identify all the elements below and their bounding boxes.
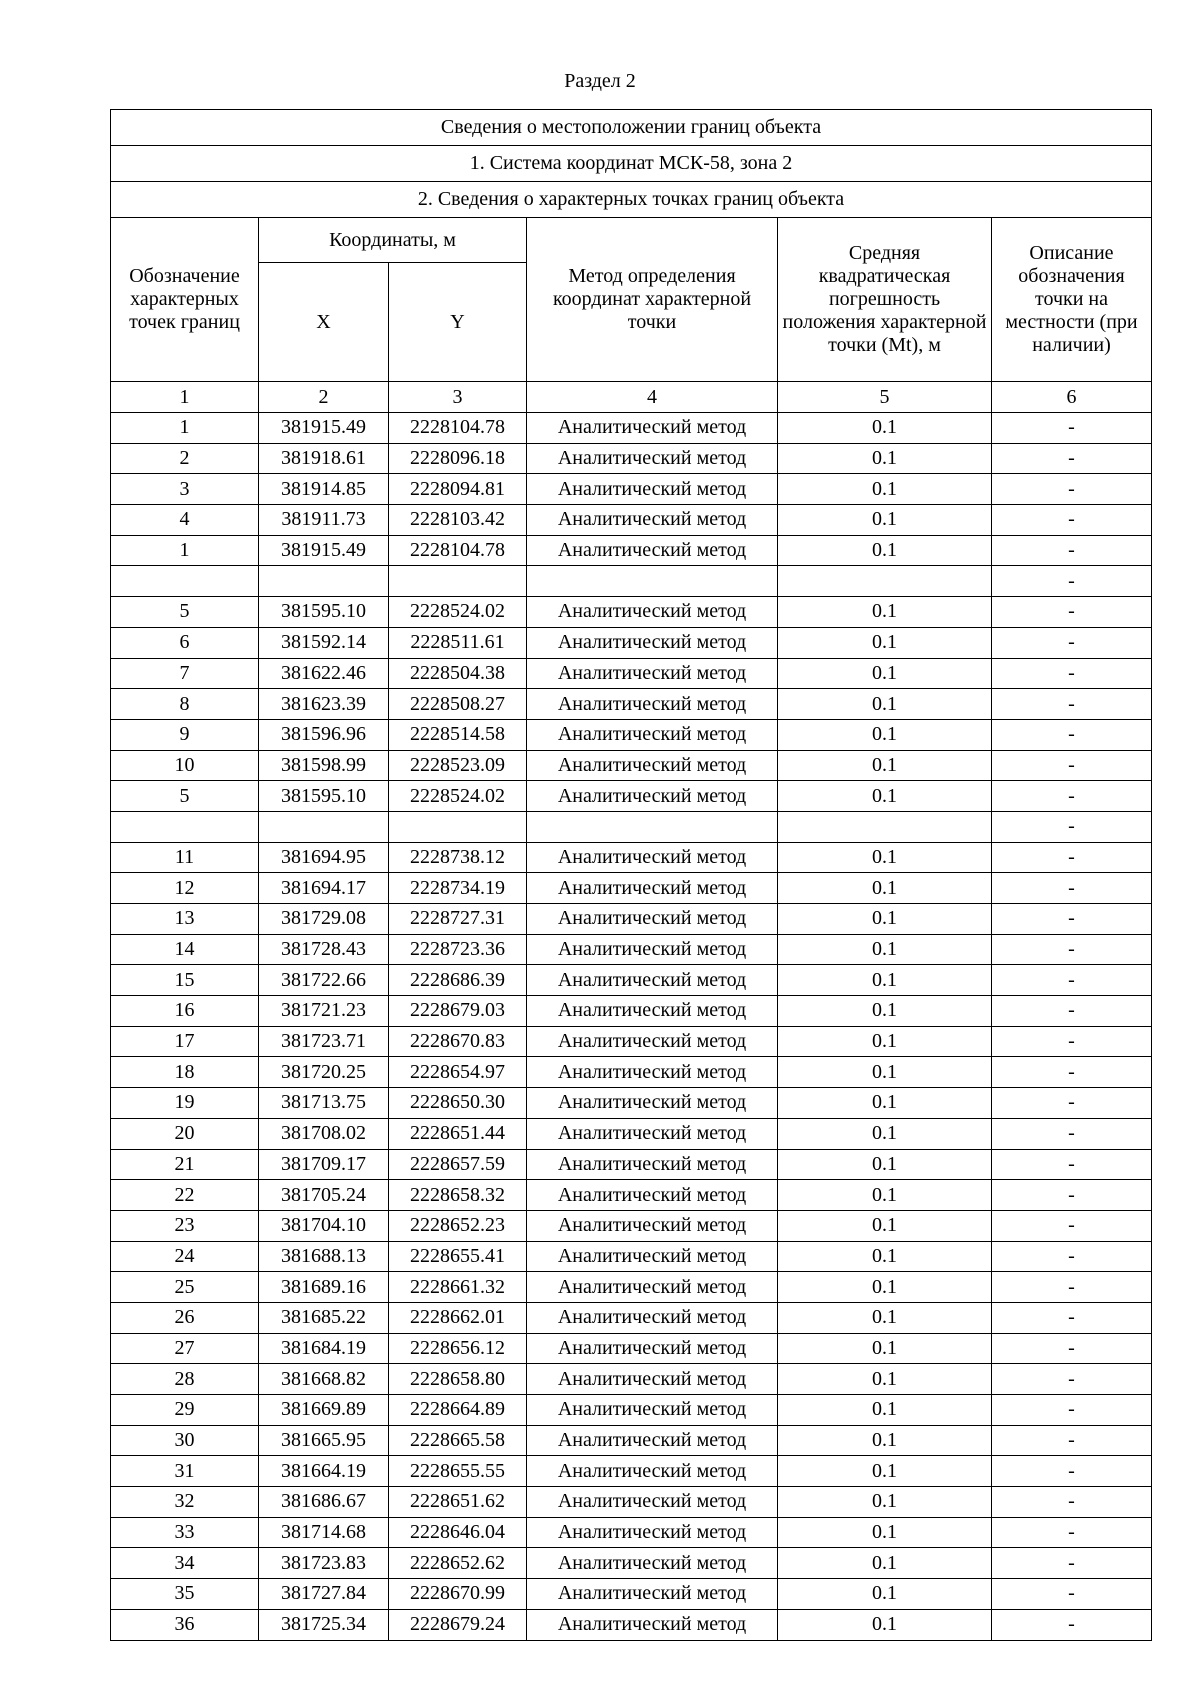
error-cell: 0.1: [778, 873, 992, 904]
column-number: 5: [778, 382, 992, 413]
error-cell: 0.1: [778, 1272, 992, 1303]
method-cell: Аналитический метод: [527, 1609, 778, 1640]
method-cell: Аналитический метод: [527, 658, 778, 689]
error-cell: 0.1: [778, 658, 992, 689]
y-coordinate-cell: 2228651.62: [389, 1487, 527, 1518]
y-coordinate-cell: [389, 811, 527, 842]
point-number-cell: [111, 566, 259, 597]
method-cell: Аналитический метод: [527, 1057, 778, 1088]
x-coordinate-cell: 381914.85: [259, 474, 389, 505]
method-cell: Аналитический метод: [527, 1333, 778, 1364]
point-number-cell: 30: [111, 1425, 259, 1456]
description-cell: -: [992, 1487, 1152, 1518]
point-number-cell: 5: [111, 597, 259, 628]
method-cell: Аналитический метод: [527, 1180, 778, 1211]
description-cell: -: [992, 1302, 1152, 1333]
error-cell: 0.1: [778, 1579, 992, 1610]
description-cell: -: [992, 996, 1152, 1027]
description-cell: -: [992, 934, 1152, 965]
error-cell: 0.1: [778, 1057, 992, 1088]
description-cell: -: [992, 505, 1152, 536]
header-x: X: [259, 263, 389, 382]
description-cell: -: [992, 1272, 1152, 1303]
column-number: 6: [992, 382, 1152, 413]
description-cell: -: [992, 1548, 1152, 1579]
error-cell: 0.1: [778, 1118, 992, 1149]
point-number-cell: 15: [111, 965, 259, 996]
description-cell: -: [992, 719, 1152, 750]
method-cell: Аналитический метод: [527, 1456, 778, 1487]
error-cell: 0.1: [778, 934, 992, 965]
description-cell: -: [992, 443, 1152, 474]
description-cell: -: [992, 474, 1152, 505]
table-row: [111, 1456, 1152, 1487]
y-coordinate-cell: 2228657.59: [389, 1149, 527, 1180]
table-row: [111, 996, 1152, 1027]
x-coordinate-cell: 381708.02: [259, 1118, 389, 1149]
error-cell: 0.1: [778, 1456, 992, 1487]
point-number-cell: 24: [111, 1241, 259, 1272]
y-coordinate-cell: 2228104.78: [389, 413, 527, 444]
y-coordinate-cell: 2228670.83: [389, 1026, 527, 1057]
y-coordinate-cell: 2228665.58: [389, 1425, 527, 1456]
description-cell: -: [992, 658, 1152, 689]
point-number-cell: 11: [111, 842, 259, 873]
description-cell: -: [992, 566, 1152, 597]
error-cell: 0.1: [778, 535, 992, 566]
table-row: [111, 1057, 1152, 1088]
x-coordinate-cell: 381728.43: [259, 934, 389, 965]
x-coordinate-cell: 381709.17: [259, 1149, 389, 1180]
x-coordinate-cell: 381623.39: [259, 689, 389, 720]
coordinates-table: [110, 109, 1152, 1641]
table-row: [111, 535, 1152, 566]
x-coordinate-cell: 381713.75: [259, 1088, 389, 1119]
method-cell: Аналитический метод: [527, 719, 778, 750]
method-cell: Аналитический метод: [527, 934, 778, 965]
error-cell: 0.1: [778, 1364, 992, 1395]
error-cell: 0.1: [778, 965, 992, 996]
header-y: Y: [389, 263, 527, 382]
point-number-cell: 2: [111, 443, 259, 474]
table-row: [111, 1425, 1152, 1456]
point-number-cell: 33: [111, 1517, 259, 1548]
column-number: 2: [259, 382, 389, 413]
table-row: [111, 689, 1152, 720]
description-cell: -: [992, 1210, 1152, 1241]
table-row: [111, 781, 1152, 812]
point-number-cell: 6: [111, 627, 259, 658]
table-row: [111, 1517, 1152, 1548]
description-cell: -: [992, 1609, 1152, 1640]
method-cell: Аналитический метод: [527, 1487, 778, 1518]
method-cell: Аналитический метод: [527, 689, 778, 720]
method-cell: Аналитический метод: [527, 1210, 778, 1241]
y-coordinate-cell: 2228652.23: [389, 1210, 527, 1241]
description-cell: -: [992, 965, 1152, 996]
table-row: [111, 1118, 1152, 1149]
header-description: Описание обозначения точки на местности (при наличии): [992, 218, 1152, 382]
method-cell: Аналитический метод: [527, 1548, 778, 1579]
method-cell: Аналитический метод: [527, 413, 778, 444]
x-coordinate-cell: 381595.10: [259, 597, 389, 628]
error-cell: 0.1: [778, 1180, 992, 1211]
error-cell: 0.1: [778, 1026, 992, 1057]
table-row: [111, 1302, 1152, 1333]
y-coordinate-cell: 2228656.12: [389, 1333, 527, 1364]
method-cell: Аналитический метод: [527, 505, 778, 536]
point-number-cell: 21: [111, 1149, 259, 1180]
y-coordinate-cell: 2228662.01: [389, 1302, 527, 1333]
x-coordinate-cell: [259, 566, 389, 597]
description-cell: -: [992, 1088, 1152, 1119]
description-cell: -: [992, 1118, 1152, 1149]
x-coordinate-cell: 381686.67: [259, 1487, 389, 1518]
method-cell: Аналитический метод: [527, 1088, 778, 1119]
x-coordinate-cell: 381592.14: [259, 627, 389, 658]
point-number-cell: 28: [111, 1364, 259, 1395]
point-number-cell: 32: [111, 1487, 259, 1518]
point-number-cell: [111, 811, 259, 842]
x-coordinate-cell: 381911.73: [259, 505, 389, 536]
x-coordinate-cell: 381704.10: [259, 1210, 389, 1241]
error-cell: 0.1: [778, 1302, 992, 1333]
method-cell: Аналитический метод: [527, 1118, 778, 1149]
error-cell: 0.1: [778, 1487, 992, 1518]
x-coordinate-cell: 381622.46: [259, 658, 389, 689]
column-numbers-row: [111, 382, 1152, 413]
y-coordinate-cell: 2228679.03: [389, 996, 527, 1027]
y-coordinate-cell: 2228096.18: [389, 443, 527, 474]
y-coordinate-cell: 2228654.97: [389, 1057, 527, 1088]
y-coordinate-cell: 2228655.55: [389, 1456, 527, 1487]
table-row: [111, 1241, 1152, 1272]
table-row: [111, 965, 1152, 996]
table-row: [111, 1149, 1152, 1180]
method-cell: Аналитический метод: [527, 1517, 778, 1548]
table-row: [111, 1333, 1152, 1364]
description-cell: -: [992, 750, 1152, 781]
method-cell: Аналитический метод: [527, 842, 778, 873]
description-cell: -: [992, 1333, 1152, 1364]
x-coordinate-cell: 381688.13: [259, 1241, 389, 1272]
table-row: [111, 1272, 1152, 1303]
method-cell: Аналитический метод: [527, 1026, 778, 1057]
point-number-cell: 8: [111, 689, 259, 720]
table-row: [111, 1487, 1152, 1518]
error-cell: 0.1: [778, 1517, 992, 1548]
y-coordinate-cell: 2228679.24: [389, 1609, 527, 1640]
table-row: [111, 658, 1152, 689]
y-coordinate-cell: 2228504.38: [389, 658, 527, 689]
x-coordinate-cell: 381694.17: [259, 873, 389, 904]
y-coordinate-cell: 2228094.81: [389, 474, 527, 505]
method-cell: Аналитический метод: [527, 1579, 778, 1610]
y-coordinate-cell: 2228686.39: [389, 965, 527, 996]
x-coordinate-cell: 381915.49: [259, 413, 389, 444]
point-number-cell: 29: [111, 1395, 259, 1426]
method-cell: Аналитический метод: [527, 474, 778, 505]
description-cell: -: [992, 689, 1152, 720]
table-row: [111, 1364, 1152, 1395]
y-coordinate-cell: 2228738.12: [389, 842, 527, 873]
x-coordinate-cell: 381664.19: [259, 1456, 389, 1487]
error-cell: 0.1: [778, 1395, 992, 1426]
table-row: [111, 750, 1152, 781]
error-cell: 0.1: [778, 689, 992, 720]
table-row: [111, 1180, 1152, 1211]
y-coordinate-cell: 2228670.99: [389, 1579, 527, 1610]
y-coordinate-cell: 2228723.36: [389, 934, 527, 965]
point-number-cell: 31: [111, 1456, 259, 1487]
description-cell: -: [992, 811, 1152, 842]
method-cell: [527, 811, 778, 842]
method-cell: Аналитический метод: [527, 1272, 778, 1303]
x-coordinate-cell: 381595.10: [259, 781, 389, 812]
y-coordinate-cell: 2228652.62: [389, 1548, 527, 1579]
x-coordinate-cell: 381685.22: [259, 1302, 389, 1333]
method-cell: Аналитический метод: [527, 750, 778, 781]
section-title: Раздел 2: [564, 70, 636, 92]
method-cell: Аналитический метод: [527, 996, 778, 1027]
table-row: [111, 474, 1152, 505]
point-number-cell: 36: [111, 1609, 259, 1640]
error-cell: 0.1: [778, 413, 992, 444]
point-number-cell: 5: [111, 781, 259, 812]
method-cell: Аналитический метод: [527, 1425, 778, 1456]
point-number-cell: 4: [111, 505, 259, 536]
point-number-cell: 14: [111, 934, 259, 965]
error-cell: 0.1: [778, 1425, 992, 1456]
y-coordinate-cell: 2228646.04: [389, 1517, 527, 1548]
description-cell: -: [992, 781, 1152, 812]
points-title: 2. Сведения о характерных точках границ объекта: [111, 182, 1152, 218]
table-row: [111, 413, 1152, 444]
error-cell: [778, 811, 992, 842]
column-number: 4: [527, 382, 778, 413]
method-cell: Аналитический метод: [527, 535, 778, 566]
table-row: [111, 811, 1152, 842]
method-cell: Аналитический метод: [527, 965, 778, 996]
method-cell: Аналитический метод: [527, 1302, 778, 1333]
table-title: Сведения о местоположении границ объекта: [111, 110, 1152, 146]
description-cell: -: [992, 1425, 1152, 1456]
point-number-cell: 34: [111, 1548, 259, 1579]
description-cell: -: [992, 1026, 1152, 1057]
description-cell: -: [992, 413, 1152, 444]
error-cell: 0.1: [778, 1548, 992, 1579]
point-number-cell: 18: [111, 1057, 259, 1088]
error-cell: 0.1: [778, 719, 992, 750]
y-coordinate-cell: [389, 566, 527, 597]
x-coordinate-cell: 381720.25: [259, 1057, 389, 1088]
description-cell: -: [992, 1579, 1152, 1610]
error-cell: 0.1: [778, 1210, 992, 1241]
error-cell: 0.1: [778, 1333, 992, 1364]
point-number-cell: 22: [111, 1180, 259, 1211]
point-number-cell: 16: [111, 996, 259, 1027]
x-coordinate-cell: 381689.16: [259, 1272, 389, 1303]
header-coordinates: Координаты, м: [259, 218, 527, 263]
method-cell: Аналитический метод: [527, 627, 778, 658]
x-coordinate-cell: 381668.82: [259, 1364, 389, 1395]
error-cell: 0.1: [778, 443, 992, 474]
description-cell: -: [992, 597, 1152, 628]
description-cell: -: [992, 1241, 1152, 1272]
point-number-cell: 1: [111, 413, 259, 444]
x-coordinate-cell: 381721.23: [259, 996, 389, 1027]
point-number-cell: 7: [111, 658, 259, 689]
table-row: [111, 873, 1152, 904]
y-coordinate-cell: 2228655.41: [389, 1241, 527, 1272]
method-cell: Аналитический метод: [527, 443, 778, 474]
y-coordinate-cell: 2228651.44: [389, 1118, 527, 1149]
y-coordinate-cell: 2228658.80: [389, 1364, 527, 1395]
coord-system: 1. Система координат МСК-58, зона 2: [111, 146, 1152, 182]
x-coordinate-cell: 381705.24: [259, 1180, 389, 1211]
header-method: Метод определения координат характерной точки: [527, 218, 778, 382]
description-cell: -: [992, 1180, 1152, 1211]
point-number-cell: 25: [111, 1272, 259, 1303]
point-number-cell: 13: [111, 904, 259, 935]
x-coordinate-cell: 381714.68: [259, 1517, 389, 1548]
table-row: [111, 1579, 1152, 1610]
method-cell: Аналитический метод: [527, 873, 778, 904]
point-number-cell: 12: [111, 873, 259, 904]
error-cell: 0.1: [778, 1088, 992, 1119]
y-coordinate-cell: 2228664.89: [389, 1395, 527, 1426]
error-cell: [778, 566, 992, 597]
method-cell: Аналитический метод: [527, 781, 778, 812]
error-cell: 0.1: [778, 904, 992, 935]
header-point-designation: Обозначение характерных точек границ: [111, 218, 259, 382]
y-coordinate-cell: 2228104.78: [389, 535, 527, 566]
point-number-cell: 23: [111, 1210, 259, 1241]
x-coordinate-cell: 381722.66: [259, 965, 389, 996]
x-coordinate-cell: 381723.83: [259, 1548, 389, 1579]
description-cell: -: [992, 904, 1152, 935]
x-coordinate-cell: 381665.95: [259, 1425, 389, 1456]
x-coordinate-cell: 381915.49: [259, 535, 389, 566]
error-cell: 0.1: [778, 750, 992, 781]
y-coordinate-cell: 2228103.42: [389, 505, 527, 536]
error-cell: 0.1: [778, 1241, 992, 1272]
method-cell: [527, 566, 778, 597]
x-coordinate-cell: 381725.34: [259, 1609, 389, 1640]
description-cell: -: [992, 1456, 1152, 1487]
x-coordinate-cell: 381727.84: [259, 1579, 389, 1610]
table-row: [111, 443, 1152, 474]
error-cell: 0.1: [778, 781, 992, 812]
y-coordinate-cell: 2228524.02: [389, 597, 527, 628]
table-row: [111, 1395, 1152, 1426]
point-number-cell: 19: [111, 1088, 259, 1119]
y-coordinate-cell: 2228524.02: [389, 781, 527, 812]
error-cell: 0.1: [778, 1609, 992, 1640]
error-cell: 0.1: [778, 505, 992, 536]
table-row: [111, 842, 1152, 873]
table-row: [111, 1548, 1152, 1579]
y-coordinate-cell: 2228511.61: [389, 627, 527, 658]
y-coordinate-cell: 2228727.31: [389, 904, 527, 935]
description-cell: -: [992, 1395, 1152, 1426]
description-cell: -: [992, 627, 1152, 658]
method-cell: Аналитический метод: [527, 1149, 778, 1180]
y-coordinate-cell: 2228734.19: [389, 873, 527, 904]
y-coordinate-cell: 2228514.58: [389, 719, 527, 750]
point-number-cell: 26: [111, 1302, 259, 1333]
x-coordinate-cell: 381596.96: [259, 719, 389, 750]
table-row: [111, 627, 1152, 658]
description-cell: -: [992, 1517, 1152, 1548]
point-number-cell: 35: [111, 1579, 259, 1610]
error-cell: 0.1: [778, 474, 992, 505]
method-cell: Аналитический метод: [527, 1241, 778, 1272]
x-coordinate-cell: [259, 811, 389, 842]
table-row: [111, 1210, 1152, 1241]
table-row: [111, 597, 1152, 628]
table-row: [111, 1088, 1152, 1119]
table-row: [111, 904, 1152, 935]
header-error: Средняя квадратическая погрешность положения характерной точки (Mt), м: [778, 218, 992, 382]
x-coordinate-cell: 381694.95: [259, 842, 389, 873]
table-row: [111, 566, 1152, 597]
method-cell: Аналитический метод: [527, 904, 778, 935]
x-coordinate-cell: 381918.61: [259, 443, 389, 474]
error-cell: 0.1: [778, 996, 992, 1027]
point-number-cell: 3: [111, 474, 259, 505]
method-cell: Аналитический метод: [527, 597, 778, 628]
column-number: 3: [389, 382, 527, 413]
point-number-cell: 27: [111, 1333, 259, 1364]
point-number-cell: 17: [111, 1026, 259, 1057]
error-cell: 0.1: [778, 1149, 992, 1180]
x-coordinate-cell: 381669.89: [259, 1395, 389, 1426]
error-cell: 0.1: [778, 597, 992, 628]
point-number-cell: 1: [111, 535, 259, 566]
table-row: [111, 719, 1152, 750]
description-cell: -: [992, 535, 1152, 566]
x-coordinate-cell: 381684.19: [259, 1333, 389, 1364]
y-coordinate-cell: 2228661.32: [389, 1272, 527, 1303]
description-cell: -: [992, 1364, 1152, 1395]
x-coordinate-cell: 381729.08: [259, 904, 389, 935]
table-row: [111, 1026, 1152, 1057]
y-coordinate-cell: 2228658.32: [389, 1180, 527, 1211]
method-cell: Аналитический метод: [527, 1364, 778, 1395]
point-number-cell: 10: [111, 750, 259, 781]
description-cell: -: [992, 842, 1152, 873]
x-coordinate-cell: 381598.99: [259, 750, 389, 781]
description-cell: -: [992, 1057, 1152, 1088]
x-coordinate-cell: 381723.71: [259, 1026, 389, 1057]
y-coordinate-cell: 2228508.27: [389, 689, 527, 720]
error-cell: 0.1: [778, 627, 992, 658]
error-cell: 0.1: [778, 842, 992, 873]
description-cell: -: [992, 873, 1152, 904]
column-number: 1: [111, 382, 259, 413]
description-cell: -: [992, 1149, 1152, 1180]
point-number-cell: 9: [111, 719, 259, 750]
method-cell: Аналитический метод: [527, 1395, 778, 1426]
table-row: [111, 505, 1152, 536]
table-row: [111, 934, 1152, 965]
table-row: [111, 1609, 1152, 1640]
y-coordinate-cell: 2228650.30: [389, 1088, 527, 1119]
y-coordinate-cell: 2228523.09: [389, 750, 527, 781]
point-number-cell: 20: [111, 1118, 259, 1149]
